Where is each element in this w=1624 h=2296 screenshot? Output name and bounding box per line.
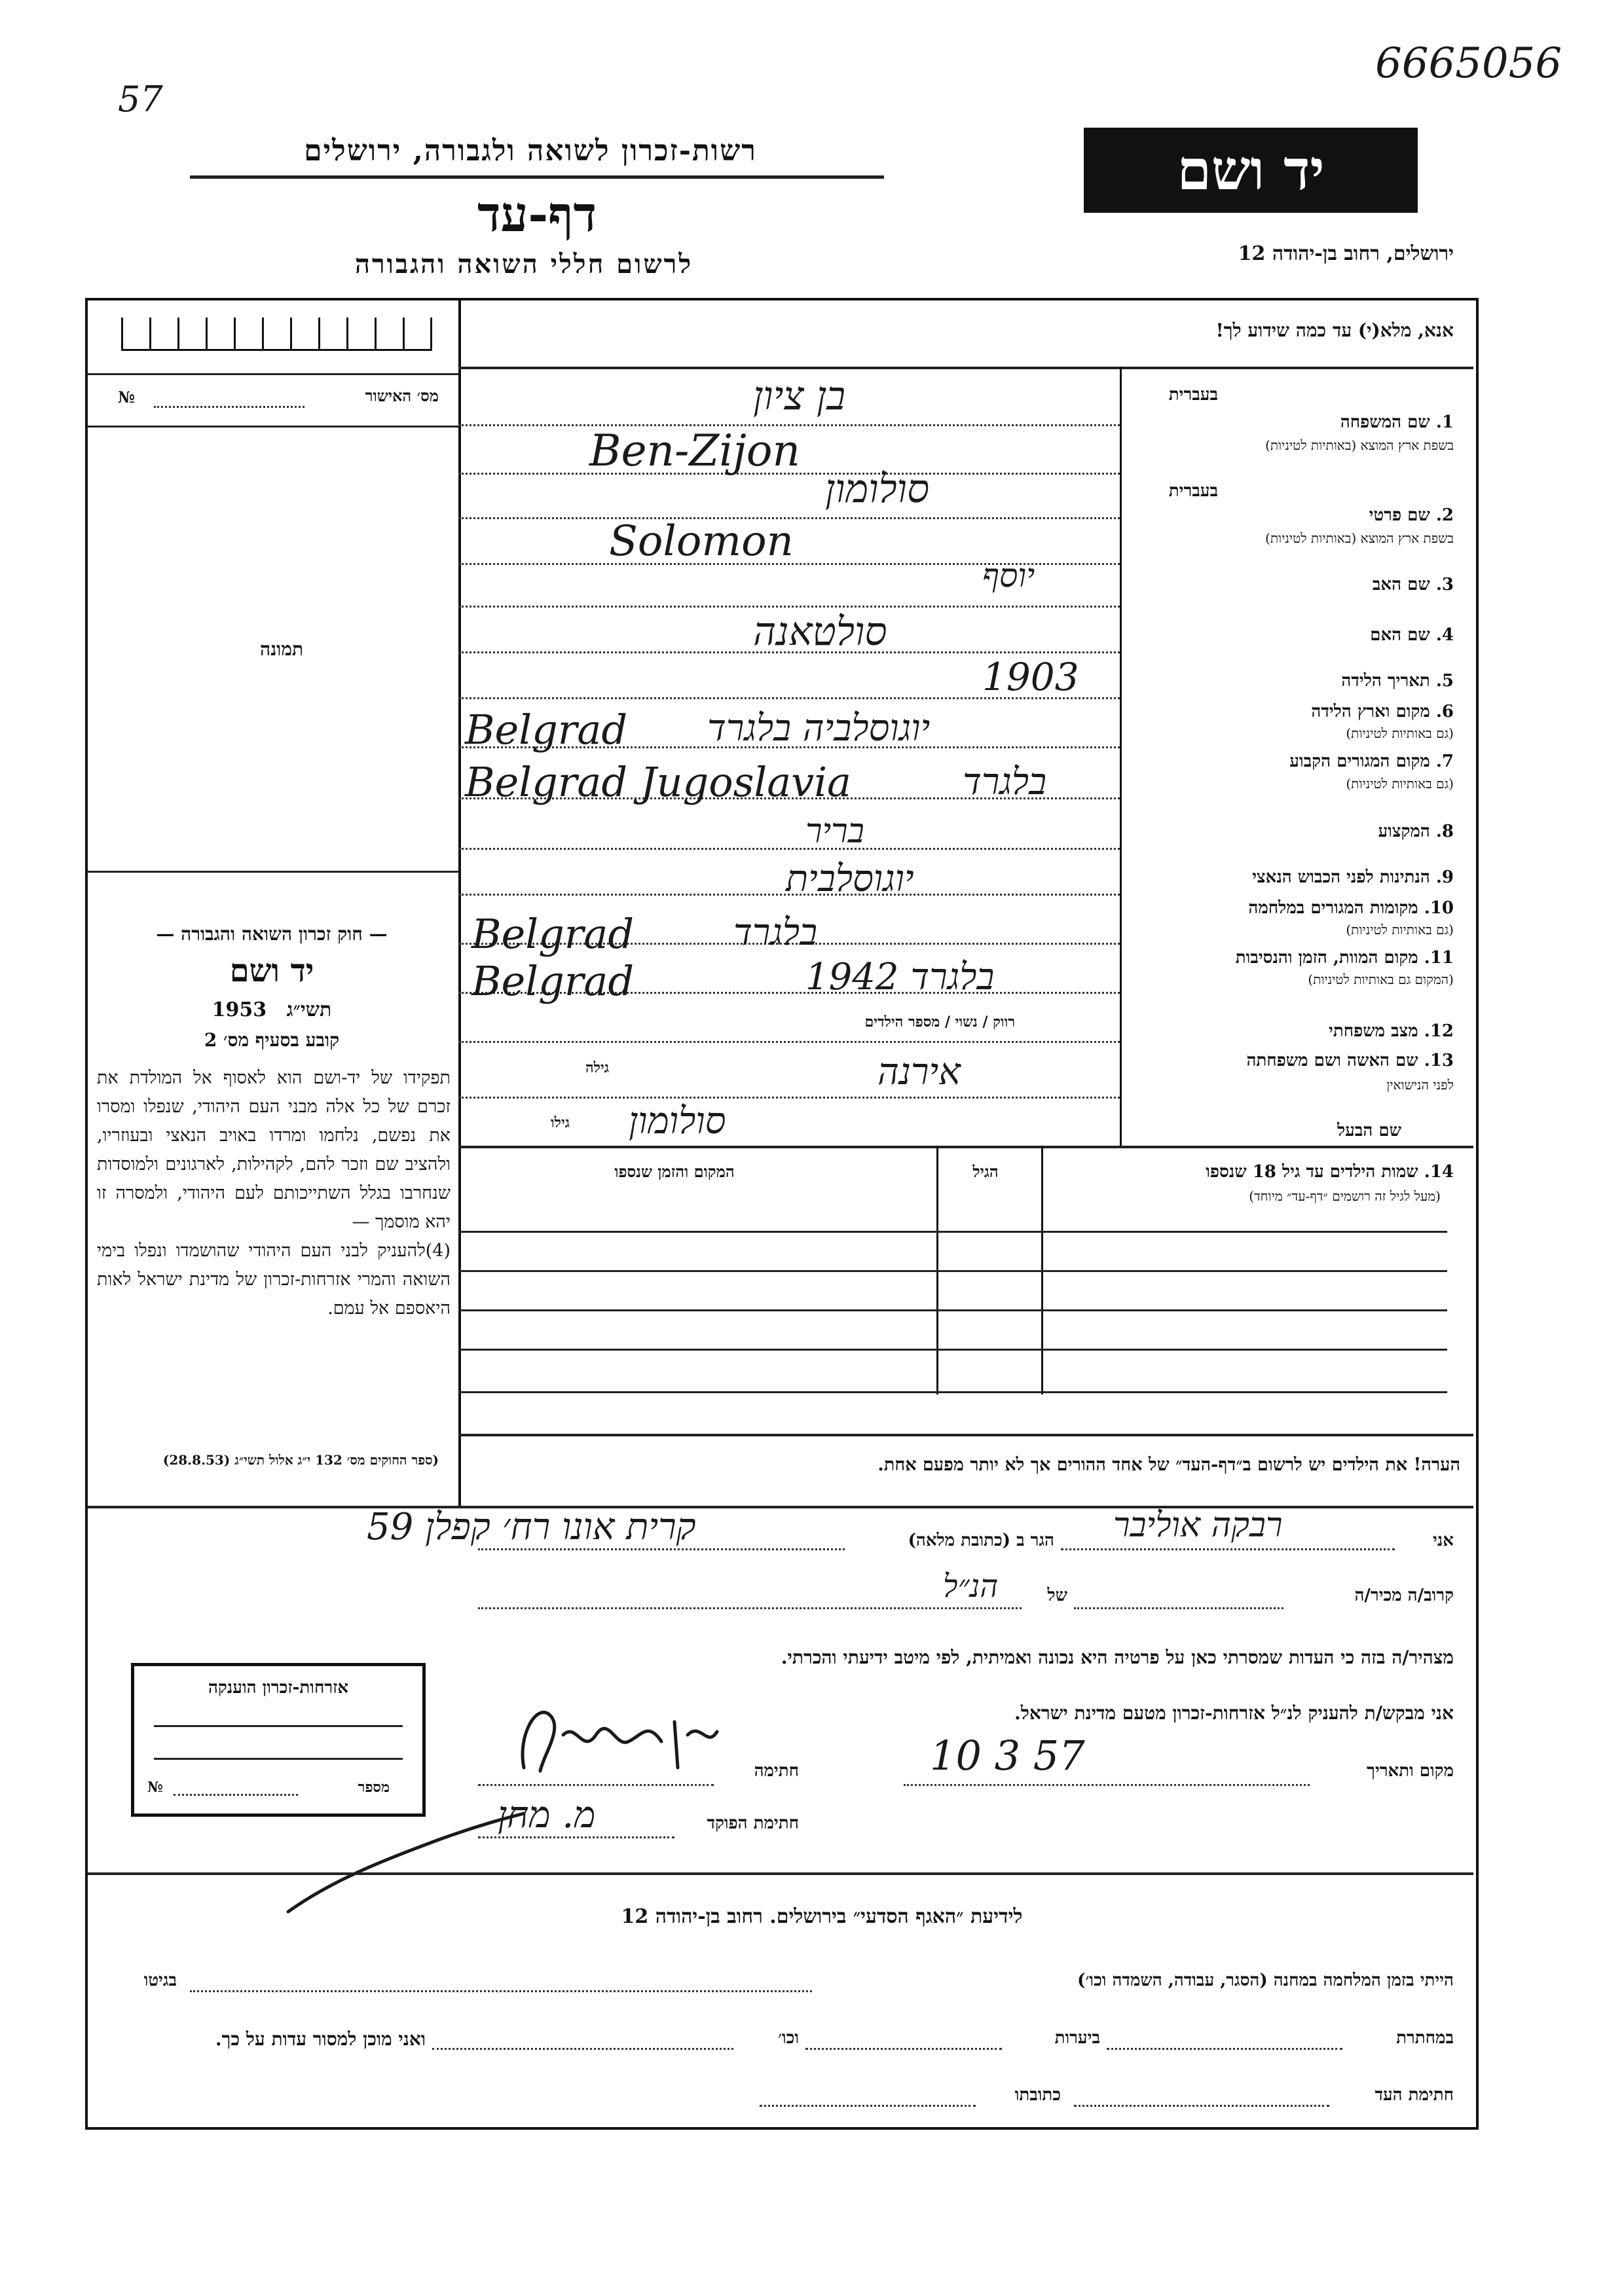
declarant-address-line-2 bbox=[478, 1607, 1022, 1609]
law-name: יד ושם bbox=[229, 953, 314, 989]
field-5-label: 5. תאריך הלידה bbox=[1341, 671, 1454, 691]
wife-name: אירנה bbox=[877, 1051, 961, 1093]
children-row-1 bbox=[458, 1231, 1447, 1233]
declarant-resides-label: הגר ב (כתובת מלאה) bbox=[908, 1531, 1054, 1550]
children-row-2 bbox=[458, 1270, 1447, 1272]
value-line-3 bbox=[458, 606, 1120, 608]
footer-line-1-dots bbox=[190, 1990, 812, 1992]
firstname-hebrew: סולומון bbox=[825, 466, 930, 512]
footer-address: כתובתו bbox=[1014, 2085, 1061, 2105]
children-row-3 bbox=[458, 1309, 1447, 1311]
officer-signature: מ. מחן bbox=[498, 1794, 596, 1836]
intro-rule bbox=[458, 367, 1473, 369]
birth-date: 1903 bbox=[982, 655, 1079, 699]
note-top-rule bbox=[458, 1434, 1473, 1436]
footer-hiding-dots bbox=[1107, 2048, 1342, 2050]
law-year-number: 1953 bbox=[212, 998, 267, 1021]
husband-label: שם הבעל bbox=[1337, 1121, 1401, 1140]
approval-no-dots bbox=[154, 406, 304, 408]
children-sub: (מעל לגיל זה רושמים ״דף-עד״ מיוחד) bbox=[1249, 1188, 1441, 1204]
left-rule-2 bbox=[88, 426, 458, 428]
place-date-line bbox=[904, 1784, 1310, 1786]
children-row-4 bbox=[458, 1349, 1447, 1351]
law-reference: (ספר החוקים מס׳ 132 י״ג אלול תשי״ג (28.8.53) bbox=[162, 1452, 439, 1468]
children-row-5 bbox=[458, 1391, 1447, 1393]
law-year-hebrew: תשי״ג bbox=[286, 998, 332, 1021]
field-11-sub: (המקום גם באותיות לטיניות) bbox=[1308, 972, 1454, 987]
wartime-residence-latin: Belgrad bbox=[471, 910, 635, 958]
left-top-rule bbox=[88, 373, 458, 375]
declarant-relative-line bbox=[1074, 1607, 1283, 1609]
citizenship-box-line-1 bbox=[154, 1725, 403, 1727]
field-2-label: 2. שם פרטי bbox=[1369, 505, 1454, 525]
place-date-label: מקום ותאריך bbox=[1367, 1761, 1454, 1781]
nationality: יוגוסלבית bbox=[786, 858, 914, 900]
declarant-signature bbox=[504, 1696, 727, 1781]
value-line-8 bbox=[458, 848, 1120, 850]
value-line-13 bbox=[458, 1097, 1120, 1099]
footer-witness-signature: חתימת העד bbox=[1375, 2085, 1454, 2105]
left-panel-divider bbox=[458, 301, 461, 1508]
field-6-label: 6. מקום וארץ הלידה bbox=[1311, 702, 1454, 721]
declarant-name: רבקה אוליבר bbox=[1113, 1506, 1283, 1545]
field-1-tag: בעברית bbox=[1168, 385, 1218, 405]
yad-vashem-logo bbox=[1084, 128, 1418, 213]
footer-etc: וכו׳ bbox=[777, 2028, 799, 2048]
field-10-label: 10. מקומות המגורים במלחמה bbox=[1248, 898, 1454, 918]
law-section: קובע בסעיף מס׳ 2 bbox=[204, 1029, 340, 1051]
profession: בריר bbox=[805, 812, 864, 851]
value-line-12 bbox=[458, 1041, 1120, 1043]
field-7-label: 7. מקום המגורים הקבוע bbox=[1289, 752, 1454, 771]
husband-name: סולומון bbox=[629, 1100, 726, 1142]
marital-options: רווק / נשוי / מספר הילדים bbox=[864, 1013, 1015, 1030]
death-place-hebrew: בלגרד 1942 bbox=[805, 956, 995, 998]
citizenship-box-no-mark: № bbox=[147, 1779, 163, 1796]
authority-title: רשות-זכרון לשואה ולגבורה, ירושלים bbox=[304, 134, 757, 168]
citizenship-box-line-2 bbox=[154, 1758, 403, 1760]
law-text-body: תפקידו של יד-ושם הוא לאסוף אל המולדת את זכרם של כל אלה מבני העם היהודי, שנפלו ומסרו את נפשם, נלחמו ומרדו באויב הנאצי ובעוזריו, ולהציב שם וזכר להם, לקהילות, לארגונים ולמוסדות שנחרבו בגלל השתייכותם לעם היהודי, ולמסרה זו יהא מוסמך — bbox=[97, 1068, 451, 1232]
note-text: הערה! את הילדים יש לרשום ב״דף-העד״ של אחד ההורים אך לא יותר מפעם אחת. bbox=[877, 1455, 1460, 1475]
footer-line-1: הייתי בזמן המלחמה במחנה (הסגר, עבודה, השמדה וכו׳) bbox=[1077, 1971, 1454, 1990]
footer-forests-dots bbox=[805, 2048, 1002, 2050]
declarant-address-line bbox=[478, 1548, 845, 1550]
law-text-item4: (4)להעניק לבני העם היהודי שהושמדו ונפלו בימי השואה והמרי אזרחות-זכרון של מדינת ישראל לאות היאספם אל עמם. bbox=[97, 1241, 451, 1319]
field-2-tag: בעברית bbox=[1168, 481, 1218, 501]
surname-hebrew: בן ציון bbox=[753, 373, 846, 419]
declarant-address: קרית אונו רח׳ קפלן 59 bbox=[367, 1506, 696, 1548]
field-10-sub: (גם באותיות לטיניות) bbox=[1346, 922, 1454, 938]
wartime-residence-hebrew: בלגרד bbox=[733, 911, 818, 954]
surname-latin: Ben-Zijon bbox=[589, 426, 801, 476]
declarant-of-label: של bbox=[1047, 1586, 1067, 1605]
declarant-i-label: אני bbox=[1433, 1531, 1454, 1550]
signature-line bbox=[478, 1784, 714, 1786]
label-column-divider bbox=[1120, 367, 1122, 1146]
field-1-sub: בשפת ארץ המוצא (באותיות לטיניות) bbox=[1265, 437, 1454, 453]
declaration-date: 10 3 57 bbox=[930, 1732, 1085, 1779]
law-title: — חוק זכרון השואה והגבורה — bbox=[156, 923, 388, 945]
field-7-sub: (גם באותיות לטיניות) bbox=[1346, 776, 1454, 792]
law-text bbox=[97, 1064, 451, 1323]
declarant-name-line bbox=[1061, 1548, 1395, 1550]
footer-forests: ביערות bbox=[1054, 2028, 1100, 2048]
approval-no-mark: № bbox=[118, 388, 136, 407]
mother-name: סולטאנה bbox=[753, 609, 887, 655]
children-col-age: הגיל bbox=[972, 1162, 999, 1181]
law-year bbox=[92, 998, 452, 1021]
citizenship-box-number: מספר bbox=[358, 1779, 390, 1796]
birthplace-hebrew: יוגוסלביה בלגרד bbox=[707, 707, 931, 750]
citizenship-box bbox=[131, 1663, 426, 1817]
corner-number-left: 57 bbox=[118, 79, 163, 120]
declarant-relative-value: הנ״ל bbox=[943, 1568, 999, 1605]
children-col-place: המקום והזמן שנספו bbox=[614, 1162, 735, 1181]
field-9-label: 9. הנתינות לפני הכבוש הנאצי bbox=[1252, 867, 1454, 887]
field-6-sub: (גם באותיות לטיניות) bbox=[1346, 725, 1454, 741]
field-2-sub: בשפת ארץ המוצא (באותיות לטיניות) bbox=[1265, 530, 1454, 546]
declarant-declaration: מצהיר/ה בזה כי העדות שמסרתי כאן על פרטיה היא נכונה ואמיתית, לפי מיטב ידיעתי והכרתי. bbox=[781, 1647, 1454, 1668]
death-place-latin: Belgrad bbox=[471, 957, 635, 1005]
form-title: דף-עד bbox=[477, 187, 597, 243]
corner-number-right: 6665056 bbox=[1375, 39, 1562, 88]
children-label: 14. שמות הילדים עד גיל 18 שנספו bbox=[1206, 1162, 1454, 1182]
field-8-label: 8. המקצוע bbox=[1378, 822, 1454, 841]
father-name: יוסף bbox=[982, 556, 1035, 594]
husband-age-label: גילו bbox=[551, 1114, 570, 1131]
footer-etc-dots bbox=[432, 2048, 733, 2050]
field-12-label: 12. מצב משפחתי bbox=[1329, 1021, 1454, 1041]
approval-number-boxes bbox=[121, 318, 432, 351]
footer-witness-dots bbox=[1074, 2105, 1329, 2107]
residence-hebrew: בלגרד bbox=[963, 761, 1047, 803]
footer-address-dots bbox=[760, 2105, 976, 2107]
footer-attention: לידיעת ״האגף הסדעי״ בירושלים. רחוב בן-יהודה 12 bbox=[621, 1905, 1023, 1928]
field-11-label: 11. מקום המוות, הזמן והנסיבות bbox=[1235, 948, 1454, 968]
citizenship-box-title: אזרחות-זכרון הוענקה bbox=[208, 1678, 349, 1698]
field-13-sub: לפני הנישואין bbox=[1386, 1077, 1454, 1093]
field-1-label: 1. שם המשפחה bbox=[1340, 412, 1454, 432]
declarant-relative-label: קרוב/ה מכיר/ה bbox=[1354, 1586, 1454, 1605]
field-4-label: 4. שם האם bbox=[1370, 625, 1454, 645]
photo-label: תמונה bbox=[259, 638, 304, 660]
field-13-label: 13. שם האשה ושם משפחתה bbox=[1246, 1051, 1454, 1070]
field-3-label: 3. שם האב bbox=[1372, 575, 1454, 594]
footer-hiding: במחתרת bbox=[1396, 2028, 1454, 2048]
footer-ready: ואני מוכן למסור עדות על כך. bbox=[215, 2028, 426, 2050]
header-address: ירושלים, רחוב בן-יהודה 12 bbox=[1238, 242, 1454, 265]
citizenship-box-dots bbox=[174, 1794, 298, 1796]
footer-top-rule bbox=[88, 1872, 1473, 1875]
officer-signature-stroke bbox=[282, 1800, 530, 1918]
officer-label: חתימת הפוקד bbox=[707, 1813, 799, 1833]
logo-text: יד ושם bbox=[1177, 137, 1325, 202]
firstname-latin: Solomon bbox=[609, 517, 794, 566]
authority-underline bbox=[190, 175, 884, 179]
photo-bottom-rule bbox=[88, 871, 458, 873]
signature-label: חתימה bbox=[754, 1761, 799, 1781]
declarant-request: אני מבקש/ת להעניק לנ״ל אזרחות-זכרון מטעם מדינת ישראל. bbox=[1014, 1702, 1454, 1724]
wife-age-label: גילה bbox=[585, 1059, 609, 1076]
intro-text: אנא, מלא(י) עד כמה שידוע לך! bbox=[1215, 319, 1454, 341]
residence-latin: Belgrad Jugoslavia bbox=[465, 758, 851, 806]
approval-no-label: מס׳ האישור bbox=[365, 386, 439, 405]
footer-ghetto: בגיטו bbox=[143, 1971, 177, 1990]
birthplace-latin: Belgrad bbox=[465, 706, 628, 754]
form-subtitle: לרשום חללי השואה והגבורה bbox=[354, 249, 693, 280]
value-line-14 bbox=[458, 1146, 1473, 1148]
